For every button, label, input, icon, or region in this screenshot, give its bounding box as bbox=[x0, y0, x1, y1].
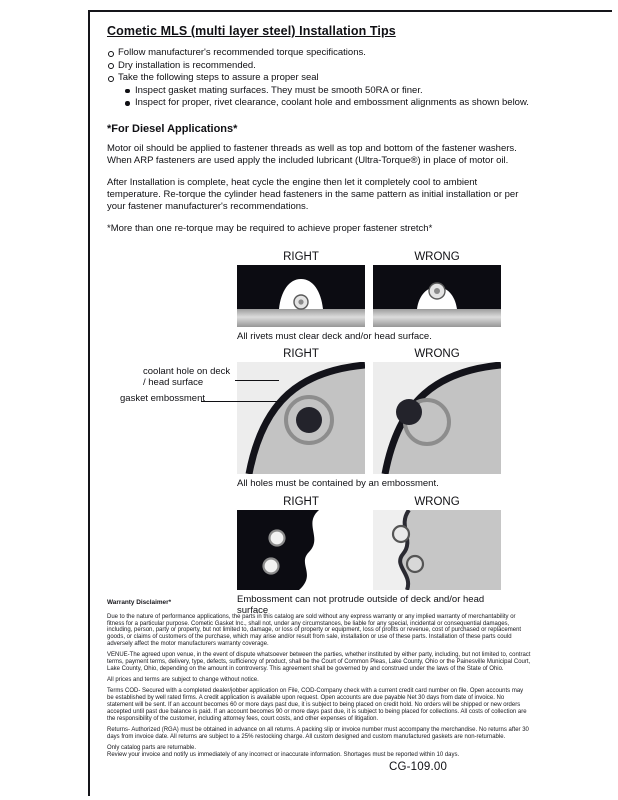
retorque-note: *More than one re-torque may be required to achieve proper fastener stretch* bbox=[107, 222, 433, 234]
rivet-wrong-diagram bbox=[373, 265, 501, 327]
deck-surface bbox=[237, 309, 365, 327]
tips-sublist bbox=[124, 85, 610, 110]
tip-item: Follow manufacturer's recommended torque specifications. bbox=[107, 47, 610, 60]
embossed-hole bbox=[270, 530, 285, 545]
warranty-disclaimer-section bbox=[107, 600, 531, 763]
coolant-hole-wrong-diagram bbox=[373, 362, 501, 474]
coolant-panels bbox=[120, 362, 501, 474]
diesel-applications-heading: *For Diesel Applications* bbox=[107, 122, 238, 135]
wrong-label: WRONG bbox=[414, 495, 460, 508]
coolant-caption: All holes must be contained by an embossment. bbox=[237, 478, 439, 489]
embossment-right-diagram bbox=[237, 510, 365, 590]
tip-item: Dry installation is recommended. bbox=[107, 60, 610, 73]
tip-item: Take the following steps to assure a proper seal bbox=[107, 72, 610, 85]
right-label: RIGHT bbox=[283, 250, 319, 263]
page-code: CG-109.00 bbox=[389, 761, 448, 773]
coolant-row-labels bbox=[237, 348, 501, 361]
coolant-hole-callout: coolant hole on deck / head surface bbox=[143, 366, 231, 388]
rivet-center bbox=[434, 288, 440, 294]
legal-paragraph: Review your invoice and notify us immediately of any incorrect or inaccurate information. Shortages must be reported within 10 days. bbox=[107, 751, 460, 758]
coolant-hole-diagram-row bbox=[120, 348, 501, 490]
right-label: RIGHT bbox=[283, 495, 319, 508]
rivet-diagram-row bbox=[237, 251, 501, 343]
legal-paragraph: Only catalog parts are returnable. bbox=[107, 745, 197, 752]
coolant-hole bbox=[296, 407, 322, 433]
legal-paragraph: All prices and terms are subject to change without notice. bbox=[107, 677, 259, 684]
gasket-embossment-pointer-line bbox=[201, 401, 283, 402]
rivet-row-labels bbox=[237, 251, 501, 264]
installation-tips-page bbox=[90, 12, 610, 623]
page-title: Cometic MLS (multi layer steel) Installation Tips bbox=[107, 24, 396, 38]
coolant-hole bbox=[396, 399, 422, 425]
coolant-hole-pointer-line bbox=[235, 380, 279, 381]
legal-paragraph: VENUE-The agreed upon venue, in the event of dispute whatsoever between the parties, whether instituted by either party, including, but not limited to, contract terms, payment terms, delivery, type, defects, sufficiency of product, shall be the Court of Common Pleas, Lake County, Ohio or the Painesville Municipal Court, Lake County, Ohio, depending on the amount in controversy. This agreement shall be governed by and construed under the laws of the State of Ohio. bbox=[107, 652, 531, 672]
wrong-label: WRONG bbox=[414, 250, 460, 263]
tips-list bbox=[107, 47, 610, 85]
embossment-caption: Embossment can not protrude outside of deck and/or head surface bbox=[237, 593, 485, 616]
tip-subitem: Inspect for proper, rivet clearance, coolant hole and embossment alignments as shown below. bbox=[124, 97, 610, 110]
embossed-hole bbox=[264, 558, 279, 573]
embossment-wrong-diagram bbox=[373, 510, 501, 590]
embossment-panels bbox=[237, 510, 501, 590]
legal-paragraph: Terms COD- Secured with a completed dealer/jobber application on File, COD-Company check with a current credit card number on file. Open accounts may be established by well rated firms. A credit application is available upon request. Open accounts are due payable Net 30 days from date of invoice. No statement will be sent. If an account becomes 60 or more days past due, it is subject to being placed on credit hold. No orders will be shipped or new orders accepted until past due balance is paid. If an account becomes 90 or more days past due, it is subject to being placed for collections. All costs of collection are the responsibility of the customer, including attorney fees, court costs, and other expenses of litigation. bbox=[107, 688, 527, 722]
gasket-embossment-callout: gasket embossment bbox=[120, 393, 206, 404]
embossed-hole bbox=[407, 556, 423, 572]
coolant-hole-right-diagram bbox=[237, 362, 365, 474]
diesel-oil-paragraph: Motor oil should be applied to fastener threads as well as top and bottom of the fastener washers. When ARP fasteners are used apply the included lubricant (Ultra-Torque®) in place of motor oil. bbox=[107, 142, 517, 166]
gasket-section bbox=[237, 510, 319, 590]
right-label: RIGHT bbox=[283, 348, 319, 360]
deck-surface bbox=[373, 309, 501, 327]
embossment-diagram-row bbox=[237, 496, 501, 617]
protruding-embossment bbox=[393, 526, 409, 542]
tip-subitem: Inspect gasket mating surfaces. They must be smooth 50RA or finer. bbox=[124, 85, 610, 98]
embossment-row-labels bbox=[237, 496, 501, 509]
rivet-caption: All rivets must clear deck and/or head surface. bbox=[237, 330, 432, 342]
diesel-retorque-paragraph: After Installation is complete, heat cycle the engine then let it completely cool to ambient temperature. Re-torque the cylinder head fasteners in the same pattern as initial installation or per your fastener manufacturer's recommendations. bbox=[107, 176, 519, 212]
rivet-right-diagram bbox=[237, 265, 365, 327]
legal-paragraph: Due to the nature of performance applications, the parts in this catalog are sold without any express warranty or any implied warranty of merchantability or fitness for a particular purpose. Cometic Gasket Inc., shall not, under any circumstances, be liable for any special, incidental or consequential damages, including, person, party or property, but not limited to, damage, or loss of property or equipment, loss of profits or revenue, cost of purchased or replacement goods, or claims of customers of the purchase, which may arise and/or result from sale, installation or use of these parts. Installation of these parts could adversely affect the motor manufacturers warranty coverage. bbox=[107, 613, 522, 647]
rivet-panels bbox=[237, 265, 501, 327]
warranty-disclaimer-heading: Warranty Disclaimer* bbox=[107, 599, 172, 606]
deck-section bbox=[400, 510, 501, 590]
wrong-label: WRONG bbox=[414, 348, 460, 360]
rivet-center bbox=[298, 299, 303, 304]
legal-paragraph: Returns- Authorized (RGA) must be obtained in advance on all returns. A packing slip or invoice number must accompany the merchandise. No returns after 30 days from invoice date. All returns are subject to a 25% restocking charge. All custom designed and custom manufactured gaskets are non-returnable. bbox=[107, 726, 529, 740]
